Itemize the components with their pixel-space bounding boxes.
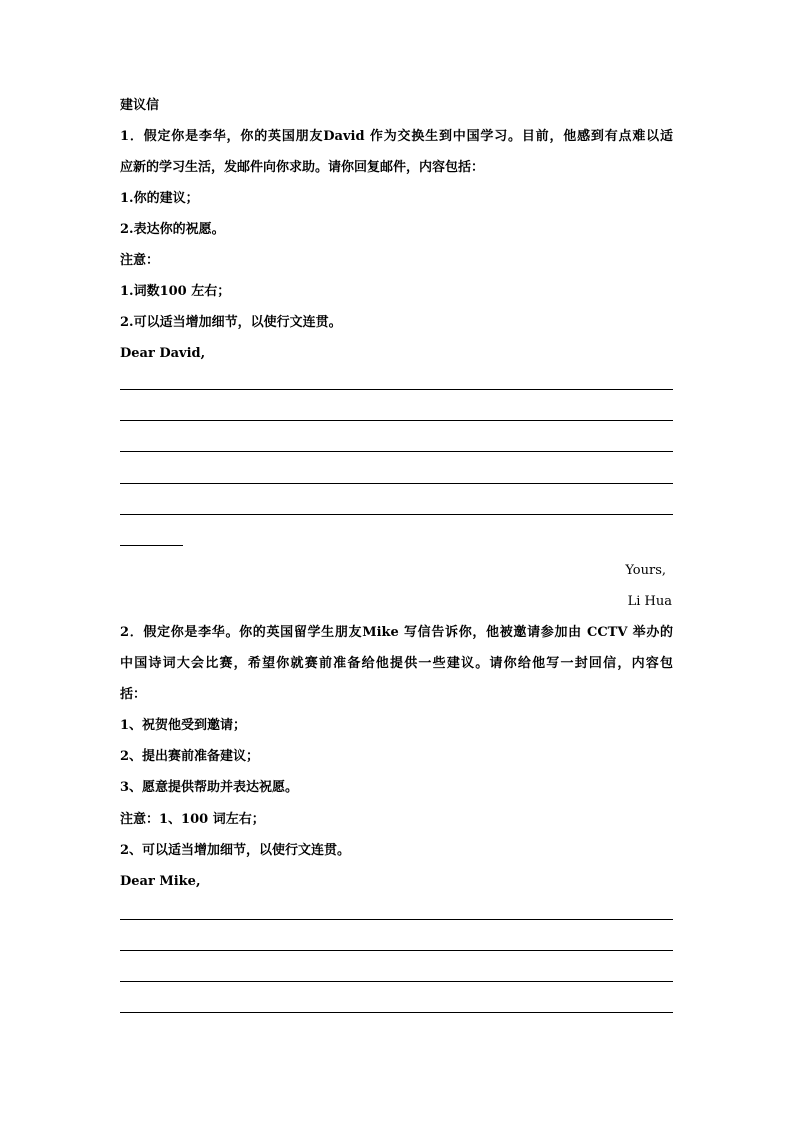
document-title: 建议信 [120,98,160,113]
task1-closing: Yours, [625,563,666,578]
task2-point1: 1、祝贺他受到邀请； [120,718,247,733]
task2-writing-line[interactable] [120,1012,673,1013]
task1-writing-line[interactable] [120,420,673,421]
task2-writing-line[interactable] [120,981,673,982]
task1-writing-line[interactable] [120,483,673,484]
task2-writing-line[interactable] [120,950,673,951]
task1-note-label: 注意： [120,253,160,268]
task1-writing-line[interactable] [120,389,673,390]
task1-point1: 1.你的建议； [120,191,199,206]
task1-writing-line[interactable] [120,451,673,452]
task1-prompt-line2: 应新的学习生活，发邮件向你求助。请你回复邮件，内容包括： [120,160,485,175]
task1-note1: 1.词数100 左右； [120,284,231,299]
task1-writing-line[interactable] [120,514,673,515]
task2-prompt-line3: 括： [120,687,147,702]
task2-point2: 2、提出赛前准备建议； [120,749,260,764]
task2-point3: 3、愿意提供帮助并表达祝愿。 [120,780,299,795]
task2-prompt-line1: 2．假定你是李华。你的英国留学生朋友Mike 写信告诉你，他被邀请参加由 CCTV 举办的 [120,625,673,640]
task1-point2: 2.表达你的祝愿。 [120,222,225,237]
task1-note2: 2.可以适当增加细节，以使行文连贯。 [120,315,342,330]
task1-salutation: Dear David, [120,346,206,361]
task1-prompt-line1: 1．假定你是李华，你的英国朋友David 作为交换生到中国学习。目前，他感到有点难以适 [120,129,673,144]
task1-signature: Li Hua [627,594,672,609]
task1-writing-line-short[interactable] [120,545,183,546]
task2-salutation: Dear Mike, [120,874,201,889]
task2-writing-line[interactable] [120,919,673,920]
task2-note2: 2、可以适当增加细节，以使行文连贯。 [120,843,351,858]
task2-prompt-line2: 中国诗词大会比赛，希望你就赛前准备给他提供一些建议。请你给他写一封回信，内容包 [120,656,673,671]
task2-note1: 注意：1、100 词左右； [120,812,265,827]
